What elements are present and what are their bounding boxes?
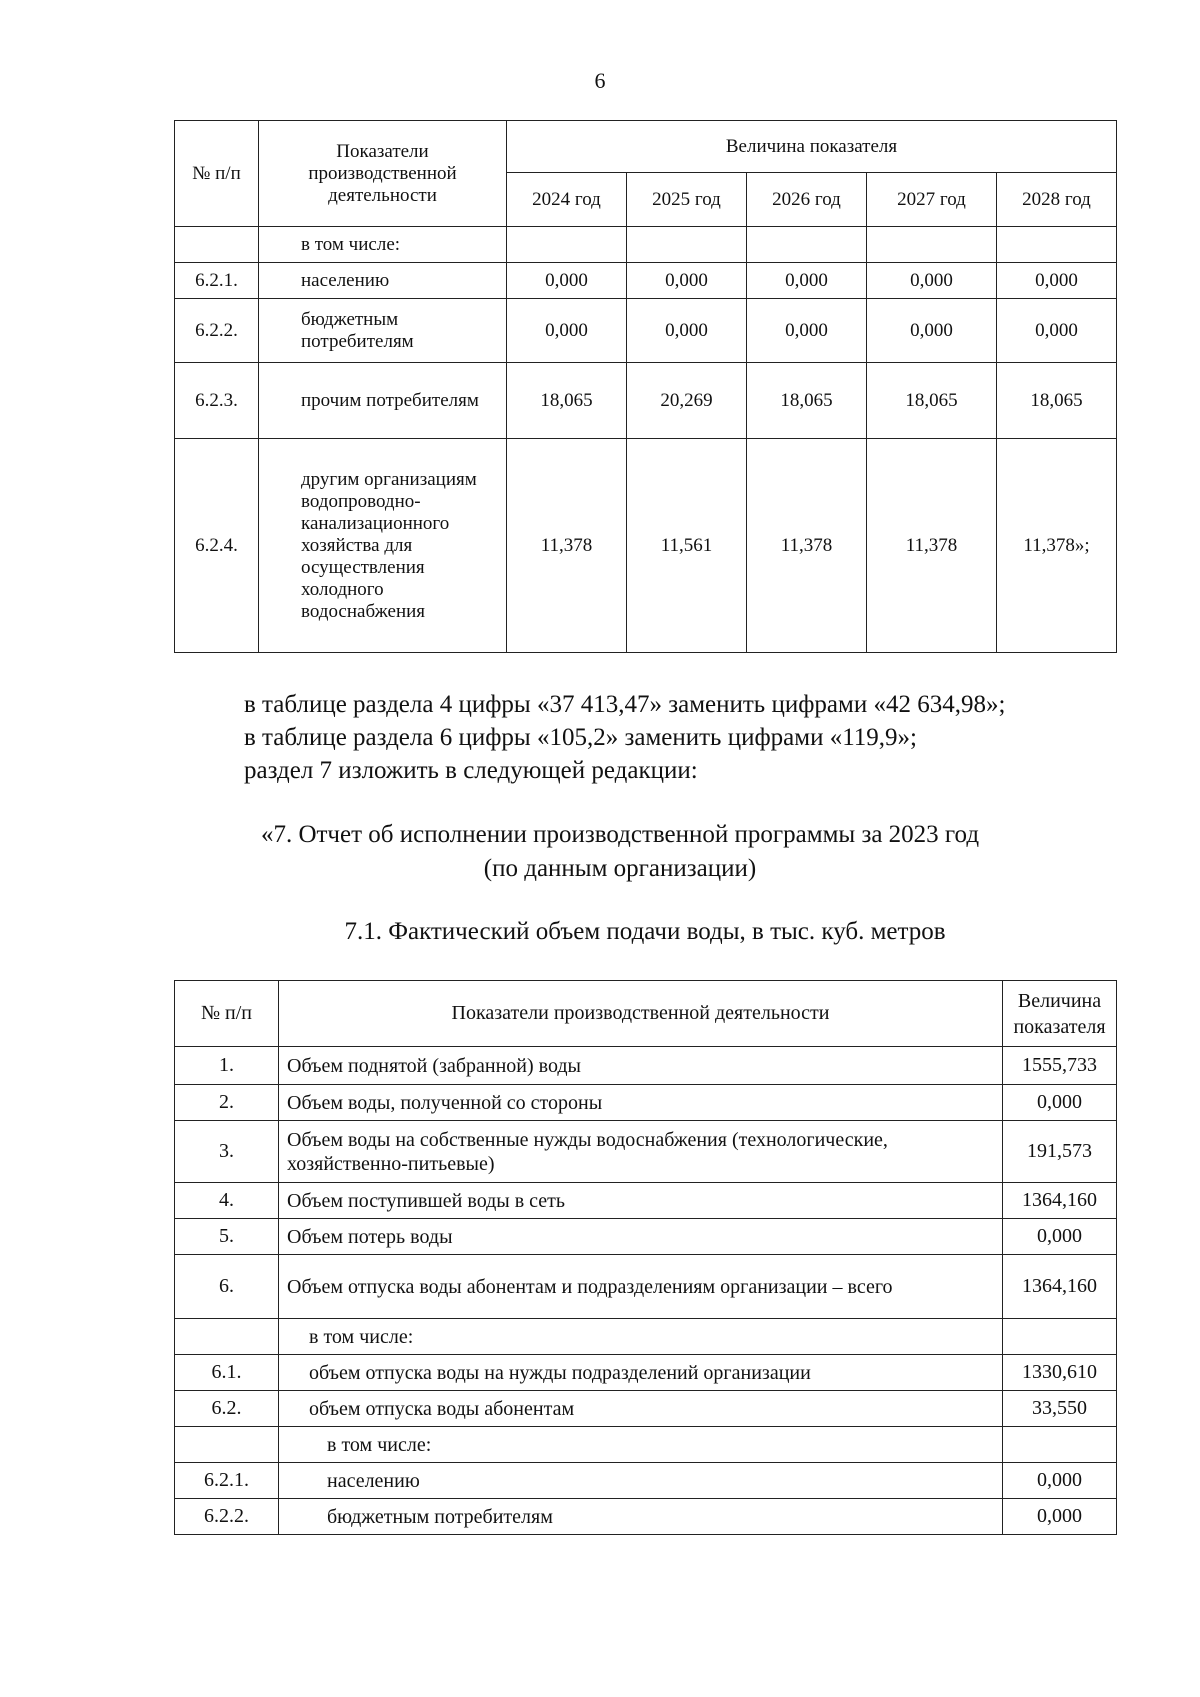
page-number: 6	[594, 68, 606, 93]
header-year: 2025 год	[627, 173, 747, 227]
table-row: 4. Объем поступившей воды в сеть 1364,160	[175, 1183, 1117, 1219]
table-row: 6.2.2. бюджетным потребителям 0,000 0,000 0,000 0,000 0,000	[175, 299, 1117, 363]
header-year: 2027 год	[867, 173, 997, 227]
section-7-title: «7. Отчет об исполнении производственной программы за 2023 год	[260, 821, 980, 848]
section-7-title-note: (по данным организации)	[483, 855, 757, 882]
header-indicator: Показатели производственной деятельности	[279, 981, 1003, 1047]
header-year: 2028 год	[997, 173, 1117, 227]
header-indicator: Показатели производственной деятельности	[259, 121, 507, 227]
header-year: 2024 год	[507, 173, 627, 227]
amendment-line-1: в таблице раздела 4 цифры «37 413,47» заменить цифрами «42 634,98»;	[244, 691, 1006, 718]
table-row: в том числе:	[175, 1427, 1117, 1463]
header-value-group: Величина показателя	[507, 121, 1117, 173]
table-row: 6.2. объем отпуска воды абонентам 33,550	[175, 1391, 1117, 1427]
header-value: Величина показателя	[1003, 981, 1117, 1047]
water-supply-volume-table	[174, 980, 1117, 1535]
table-row: 5. Объем потерь воды 0,000	[175, 1219, 1117, 1255]
production-indicators-table-continued	[174, 120, 1117, 653]
table-row: 1. Объем поднятой (забранной) воды 1555,733	[175, 1047, 1117, 1085]
header-num: № п/п	[175, 121, 259, 227]
header-year: 2026 год	[747, 173, 867, 227]
table-row: в том числе:	[175, 1319, 1117, 1355]
table-row: 6.2.1. населению 0,000	[175, 1463, 1117, 1499]
header-num: № п/п	[175, 981, 279, 1047]
amendment-line-2: в таблице раздела 6 цифры «105,2» заменить цифрами «119,9»;	[244, 724, 917, 751]
table-row: 3. Объем воды на собственные нужды водоснабжения (технологические, хозяйственно-питьевые) 191,573	[175, 1121, 1117, 1183]
subsection-7-1-title: 7.1. Фактический объем подачи воды, в тыс. куб. метров	[344, 918, 946, 945]
table-row: 6.2.4. другим организациям водопроводно-канализационного хозяйства для осуществления холодного водоснабжения 11,378 11,561 11,378 11,378 11,378»;	[175, 439, 1117, 653]
table-row: в том числе:	[175, 227, 1117, 263]
table-row: 2. Объем воды, полученной со стороны 0,000	[175, 1085, 1117, 1121]
table-row: 6.1. объем отпуска воды на нужды подразделений организации 1330,610	[175, 1355, 1117, 1391]
table-row: 6. Объем отпуска воды абонентам и подразделениям организации – всего 1364,160	[175, 1255, 1117, 1319]
amendment-line-3: раздел 7 изложить в следующей редакции:	[244, 757, 698, 784]
table-row: 6.2.2. бюджетным потребителям 0,000	[175, 1499, 1117, 1535]
table-row: 6.2.3. прочим потребителям 18,065 20,269 18,065 18,065 18,065	[175, 363, 1117, 439]
table-row: 6.2.1. населению 0,000 0,000 0,000 0,000 0,000	[175, 263, 1117, 299]
